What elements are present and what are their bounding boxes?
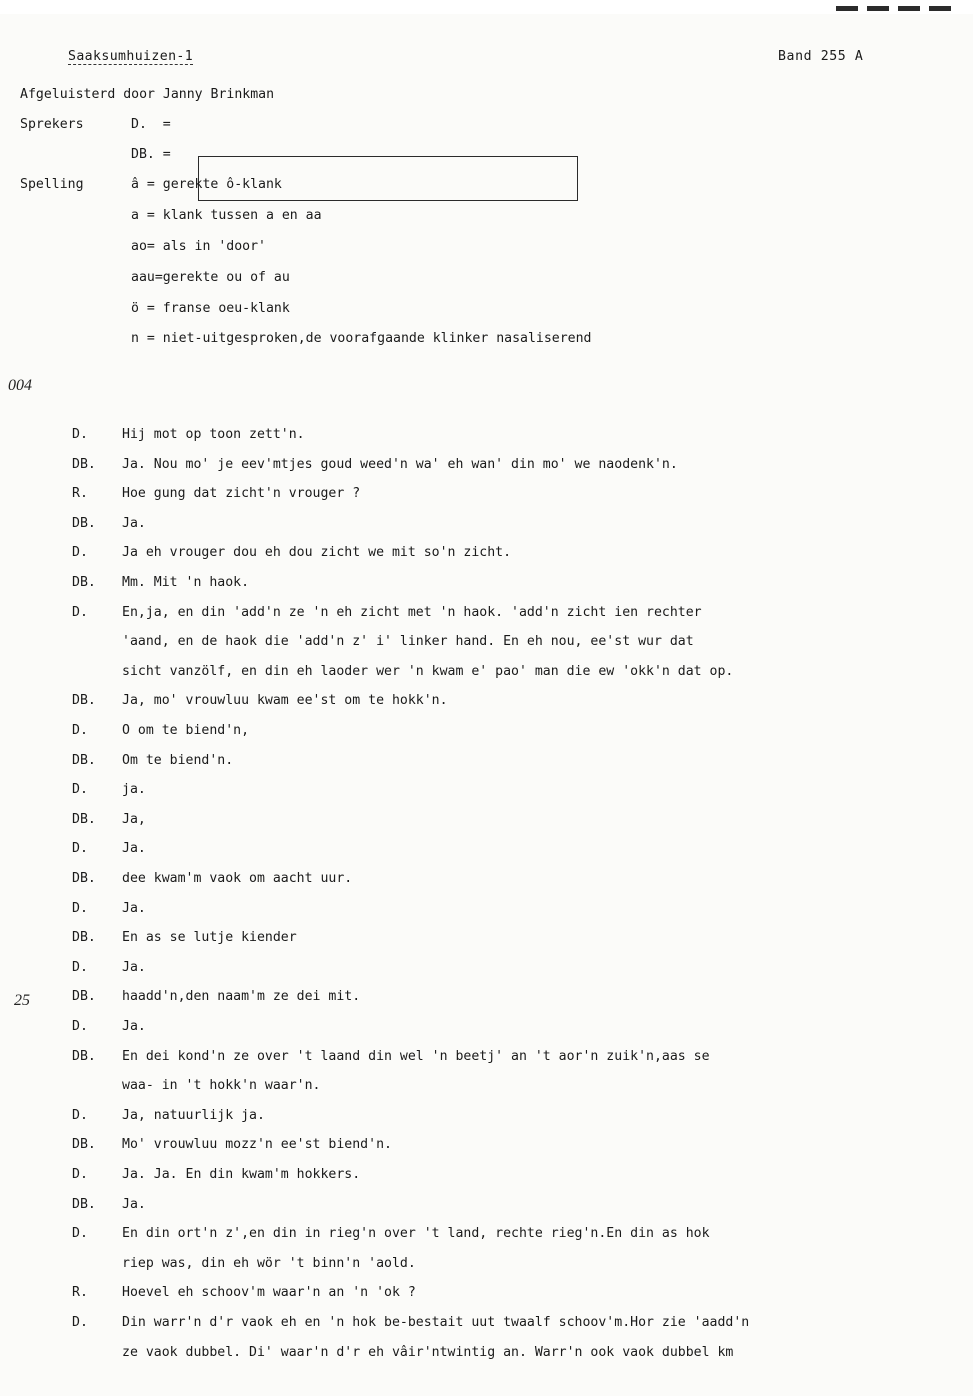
speaker-label: DB. (72, 456, 96, 472)
band-number: Band 255 A (778, 49, 864, 64)
spelling-rule-1: a = klank tussen a en aa (131, 208, 322, 223)
spelling-rule-0: â = gerekte ô-klank (131, 177, 282, 192)
dialogue-text: Hoevel eh schoov'm waar'n an 'n 'ok ? (122, 1285, 416, 1301)
scan-corner-marks (836, 6, 951, 11)
page-title: Saaksumhuizen-1 (68, 49, 194, 64)
dialogue-text: haadd'n,den naam'm ze dei mit. (122, 989, 361, 1005)
speaker-label: DB. (72, 989, 96, 1005)
speaker-label: R. (72, 1285, 88, 1301)
dialogue-line (0, 842, 973, 872)
dialogue-line (0, 783, 973, 813)
dialogue-text: Ja. (122, 900, 146, 916)
speaker-label: D. (72, 1107, 88, 1123)
speaker-def-1: DB. = (131, 147, 171, 162)
dialogue-line (0, 458, 973, 488)
dialogue-line (0, 1079, 973, 1109)
speaker-label: DB. (72, 930, 96, 946)
dialogue-line (0, 576, 973, 606)
dialogue-text: Mm. Mit 'n haok. (122, 575, 250, 590)
dialogue-text: Ja eh vrouger dou eh dou zicht we mit so'n zicht. (122, 545, 512, 561)
dialogue-text: Hij mot op toon zett'n. (122, 427, 305, 442)
dialogue-line (0, 813, 973, 843)
dialogue-text: ja. (122, 782, 146, 798)
speaker-label: D. (72, 841, 88, 857)
spelling-rule-2: ao= als in 'door' (131, 239, 266, 254)
speaker-label: R. (72, 486, 88, 502)
dialogue-line (0, 1346, 973, 1376)
dialogue-line (0, 665, 973, 695)
dialogue-text: Ja. (122, 1196, 146, 1212)
speaker-label: D. (72, 427, 88, 442)
speaker-label: DB. (72, 693, 96, 709)
dialogue-line (0, 724, 973, 754)
dialogue-text: Ja. Nou mo' je eev'mtjes goud weed'n wa' eh wan' din mo' we naodenk'n. (122, 456, 678, 472)
dialogue-line (0, 961, 973, 991)
speaker-label: DB. (72, 1137, 96, 1153)
dialogue-text: En as se lutje kiender (122, 930, 297, 946)
spelling-label: Spelling (20, 177, 84, 192)
speaker-label: DB. (72, 811, 96, 827)
dialogue-line (0, 902, 973, 932)
speaker-label: DB. (72, 871, 96, 886)
spelling-rule-3: aau=gerekte ou of au (131, 270, 290, 285)
dialogue-text: Ja, natuurlijk ja. (122, 1107, 265, 1123)
dialogue-text: Hoe gung dat zicht'n vrouger ? (122, 486, 361, 502)
speaker-label: D. (72, 604, 88, 620)
dialogue-text: O om te biend'n, (122, 723, 250, 738)
speaker-label: D. (72, 1167, 88, 1182)
dialogue-text: Mo' vrouwluu mozz'n ee'st biend'n. (122, 1137, 392, 1153)
dialogue-text: Ja. (122, 959, 146, 975)
speaker-label: D. (72, 1226, 88, 1242)
dialogue-line (0, 1227, 973, 1257)
dialogue-line (0, 635, 973, 665)
dialogue-text: Ja, mo' vrouwluu kwam ee'st om te hokk'n. (122, 693, 448, 709)
dialogue-line (0, 487, 973, 517)
dialogue-line (0, 1020, 973, 1050)
dialogue-line (0, 1316, 973, 1346)
speaker-label: D. (72, 1019, 88, 1034)
dialogue-line (0, 517, 973, 547)
spelling-rule-4: ö = franse oeu-klank (131, 301, 290, 316)
dialogue-text: En din ort'n z',en din in rieg'n over 't land, rechte rieg'n.En din as hok (122, 1226, 710, 1242)
dialogue-line (0, 1109, 973, 1139)
margin-note: 25 (14, 992, 30, 1009)
dialogue-line (0, 1050, 973, 1080)
speaker-label: DB. (72, 575, 96, 590)
dialogue-line (0, 872, 973, 902)
dialogue-text: Om te biend'n. (122, 752, 234, 768)
dialogue-line (0, 546, 973, 576)
dialogue-text: Ja. Ja. En din kwam'm hokkers. (122, 1167, 361, 1182)
dialogue-text: Ja. (122, 515, 146, 531)
dialogue-line (0, 428, 973, 458)
speaker-label: D. (72, 1315, 88, 1330)
margin-note: 004 (8, 377, 32, 394)
dialogue-text: Din warr'n d'r vaok eh en 'n hok be-bestait uut twaalf schoov'm.Hor zie 'aadd'n (122, 1315, 750, 1330)
page-top-edge (0, 0, 973, 14)
dialogue-text-continuation: sicht vanzölf, en din eh laoder wer 'n kwam e' pao' man die ew 'okk'n dat op. (122, 663, 734, 679)
dialogue-line (0, 606, 973, 636)
speaker-label: D. (72, 900, 88, 916)
speaker-def-0: D. = (131, 117, 171, 132)
dialogue-line (0, 754, 973, 784)
speaker-label: DB. (72, 515, 96, 531)
dialogue-text-continuation: riep was, din eh wör 't binn'n 'aold. (122, 1255, 416, 1271)
speaker-label: DB. (72, 1196, 96, 1212)
dialogue-text: Ja. (122, 1019, 146, 1034)
listener-line: Afgeluisterd door Janny Brinkman (20, 87, 275, 102)
document-header (0, 38, 973, 64)
dialogue-text: dee kwam'm vaok om aacht uur. (122, 871, 353, 886)
speaker-label: D. (72, 959, 88, 975)
speaker-label: DB. (72, 1048, 96, 1064)
dialogue-text-continuation: 'aand, en de haok die 'add'n z' i' linker hand. En eh nou, ee'st wur dat (122, 634, 694, 650)
dialogue-text: En dei kond'n ze over 't laand din wel 'n beetj' an 't aor'n zuik'n,aas se (122, 1048, 710, 1064)
dialogue-text-continuation: waa- in 't hokk'n waar'n. (122, 1078, 321, 1094)
document-body (0, 38, 973, 1396)
dialogue-text: En,ja, en din 'add'n ze 'n eh zicht met 'n haok. 'add'n zicht ien rechter (122, 604, 702, 620)
dialogue-line (0, 990, 973, 1020)
speaker-label: D. (72, 782, 88, 798)
speaker-label: DB. (72, 752, 96, 768)
dialogue-line (0, 1168, 973, 1198)
dialogue-text: Ja. (122, 841, 146, 857)
dialogue-line (0, 931, 973, 961)
dialogue-line (0, 1138, 973, 1168)
dialogue-line (0, 1198, 973, 1228)
dialogue-line (0, 694, 973, 724)
dialogue-line (0, 1257, 973, 1287)
speaker-label: D. (72, 545, 88, 561)
speaker-label: D. (72, 723, 88, 738)
spelling-rule-5: n = niet-uitgesproken,de voorafgaande klinker nasaliserend (131, 331, 592, 346)
dialogue-text: Ja, (122, 811, 146, 827)
speakers-label: Sprekers (20, 117, 84, 132)
dialogue-line (0, 1286, 973, 1316)
dialogue-text-continuation: ze vaok dubbel. Di' waar'n d'r eh vâir'ntwintig an. Warr'n ook vaok dubbel km (122, 1344, 734, 1360)
